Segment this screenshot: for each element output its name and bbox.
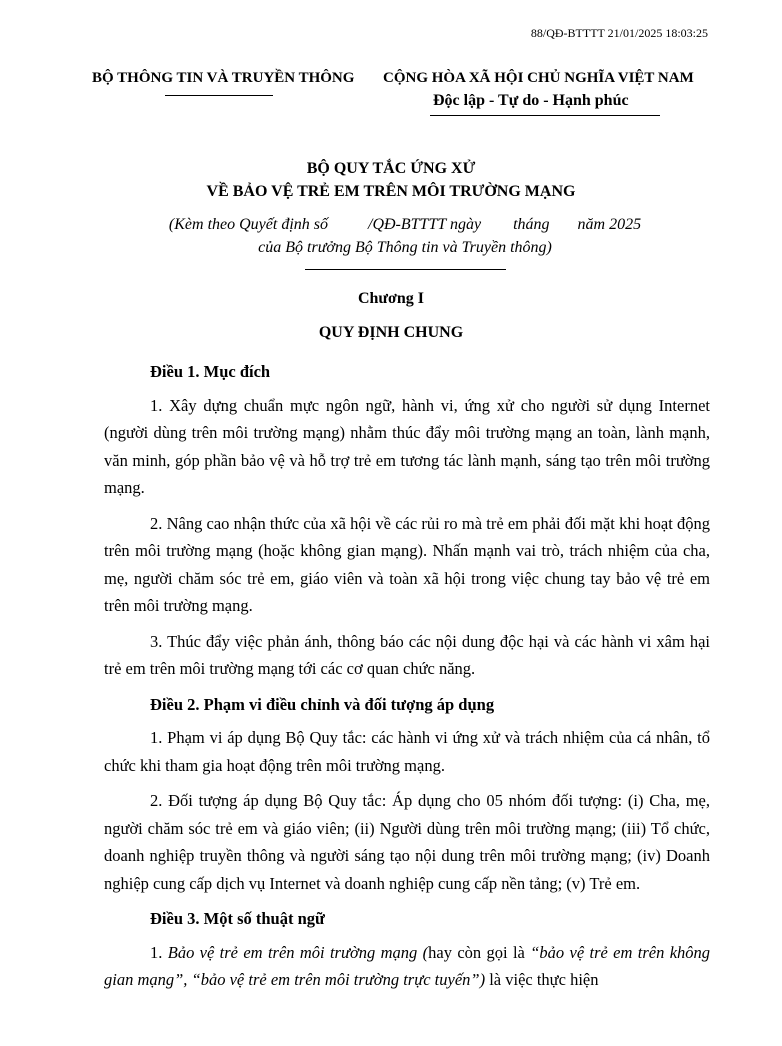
decision-reference: (Kèm theo Quyết định số /QĐ-BTTTT ngày tháng năm 2025 <box>168 216 642 233</box>
issuer-reference: của Bộ trưởng Bộ Thông tin và Truyền thông) <box>258 239 552 256</box>
ministry-name: BỘ THÔNG TIN VÀ TRUYỀN THÔNG <box>92 70 355 86</box>
defined-term: Bảo vệ trẻ em trên môi trường mạng ( <box>167 942 429 962</box>
article-2-paragraph: 1. Phạm vi áp dụng Bộ Quy tắc: các hành vi ứng xử và trách nhiệm của cá nhân, tổ chức khi tham gia hoạt động trên môi trường mạng. <box>104 728 710 775</box>
chapter-title: QUY ĐỊNH CHUNG <box>318 324 464 341</box>
article-1-heading: Điều 1. Mục đích <box>150 362 271 381</box>
clause-text: hay còn gọi là <box>428 942 531 962</box>
term-alias: “bảo vệ trẻ em trên không gian mạng”, “bảo vệ trẻ em trên môi trường trực tuyến”) <box>104 942 711 989</box>
clause-text: là việc thực hiện <box>485 970 599 989</box>
national-motto: Độc lập - Tự do - Hạnh phúc <box>433 92 629 109</box>
motto-underline <box>430 115 660 116</box>
title-underline <box>305 269 506 270</box>
article-1-paragraph: 1. Xây dựng chuẩn mực ngôn ngữ, hành vi, ứng xử cho người sử dụng Internet (người dùng trên môi trường mạng) nhằm thúc đẩy môi trường mạng an toàn, lành mạnh, văn minh, góp phần bảo vệ và hỗ trợ trẻ em tương tác lành mạnh, sáng tạo trên môi trường mạng. <box>104 395 710 497</box>
document-stamp: 88/QĐ-BTTTT 21/01/2025 18:03:25 <box>530 26 708 40</box>
document-body <box>104 358 710 1002</box>
document-title: BỘ QUY TẮC ỨNG XỬ <box>306 160 476 177</box>
country-name: CỘNG HÒA XÃ HỘI CHỦ NGHĨA VIỆT NAM <box>383 70 694 86</box>
article-2-paragraph: 2. Đối tượng áp dụng Bộ Quy tắc: Áp dụng cho 05 nhóm đối tượng: (i) Cha, mẹ, người chăm sóc trẻ em và giáo viên; (ii) Người dùng trên môi trường mạng; (iii) Tổ chức, doanh nghiệp truyền thông và người sáng tạo nội dung trên môi trường mạng; (iv) Doanh nghiệp cung cấp dịch vụ Internet và doanh nghiệp cung cấp nền tảng; (v) Trẻ em. <box>104 791 710 893</box>
clause-number: 1. <box>150 942 168 962</box>
article-3-heading: Điều 3. Một số thuật ngữ <box>150 909 325 928</box>
article-1-paragraph: 3. Thúc đẩy việc phản ánh, thông báo các nội dung độc hại và các hành vi xâm hại trẻ em trên môi trường mạng tới các cơ quan chức năng. <box>104 631 710 678</box>
article-3-paragraph <box>104 939 710 994</box>
ministry-underline <box>165 95 273 96</box>
document-subject: VỀ BẢO VỆ TRẺ EM TRÊN MÔI TRƯỜNG MẠNG <box>206 183 576 200</box>
article-1-paragraph: 2. Nâng cao nhận thức của xã hội về các rủi ro mà trẻ em phải đối mặt khi hoạt động trên môi trường mạng (hoặc không gian mạng). Nhấn mạnh vai trò, trách nhiệm của cha, mẹ, người chăm sóc trẻ em, giáo viên và toàn xã hội trong việc chung tay bảo vệ trẻ em trên môi trường mạng. <box>104 513 710 615</box>
chapter-number: Chương I <box>357 290 425 307</box>
article-2-heading: Điều 2. Phạm vi điều chỉnh và đối tượng áp dụng <box>150 694 495 714</box>
